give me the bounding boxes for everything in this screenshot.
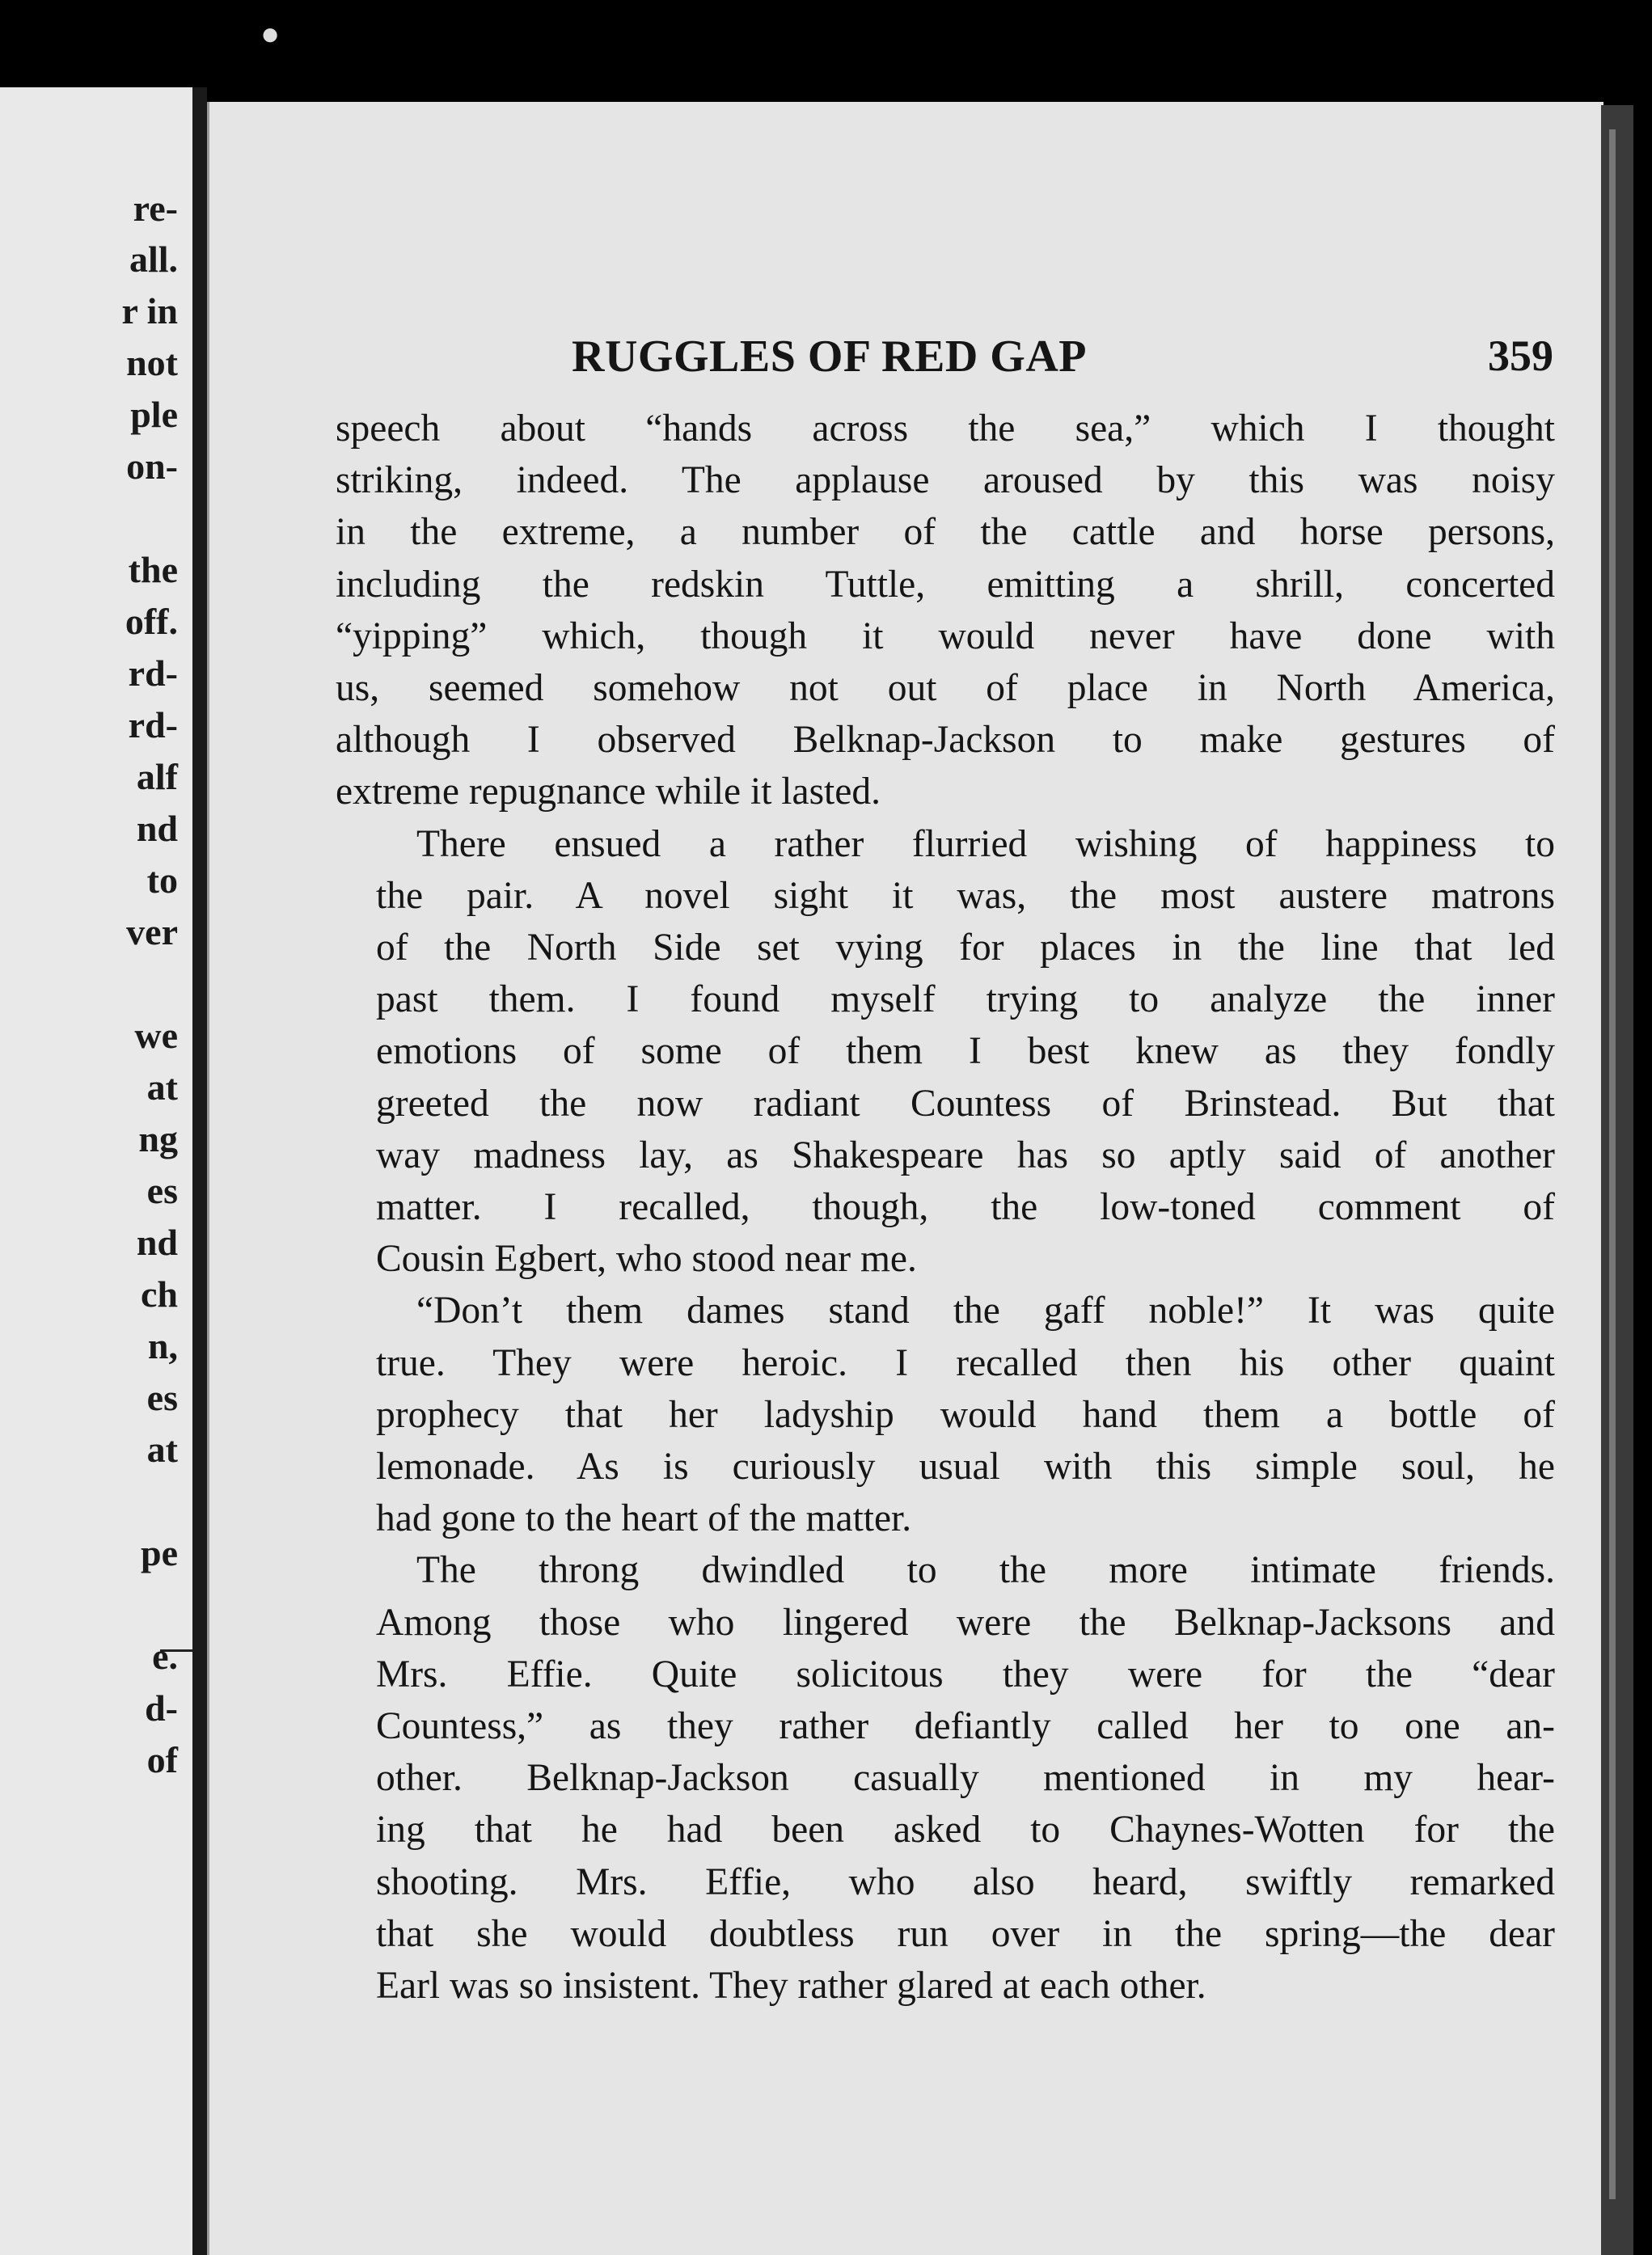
text-line: had gone to the heart of the matter. [376,1497,912,1540]
page-edge [1601,105,1633,2255]
text-line: us, seemed somehow not out of place in North America, [336,667,1555,710]
running-head [209,331,1603,387]
previous-page-text-fragment: ng [138,1118,178,1159]
text-line: true. They were heroic. I recalled then his other quaint [376,1341,1555,1384]
previous-page-text-fragment: at [146,1066,178,1108]
text-line: although I observed Belknap-Jackson to make gestures of [336,719,1555,762]
previous-page-text-fragment: the [128,549,178,590]
previous-page-text-fragment: r in [121,290,178,331]
previous-page-text-fragment: to [146,859,178,901]
text-line: Countess,” as they rather defiantly called her to one an- [376,1705,1555,1748]
text-line: the pair. A novel sight it was, the most austere matrons [376,874,1555,917]
text-line: “Don’t them dames stand the gaff noble!” It was quite [416,1290,1555,1332]
text-line: Cousin Egbert, who stood near me. [376,1238,917,1281]
paragraph [336,403,1555,818]
previous-page-text-fragment: d- [145,1687,178,1729]
previous-page-text-fragment: off. [125,601,178,642]
previous-page-text-fragment: pe [141,1532,178,1573]
text-line: extreme repugnance while it lasted. [336,771,881,813]
previous-page-text-fragment: on- [126,446,178,487]
text-line: that she would doubtless run over in the spring—the dear [376,1912,1555,1955]
scan-artifact: ● [260,15,281,52]
previous-page-text-fragment: n, [147,1325,178,1366]
previous-page-text-fragment: ch [141,1273,178,1315]
text-line: Among those who lingered were the Belknap-Jacksons and [376,1601,1555,1644]
paragraph [336,1544,1555,2012]
text-line: Earl was so insistent. They rather glared at each other. [376,1965,1206,2008]
text-line: emotions of some of them I best knew as they fondly [376,1030,1555,1073]
paragraph [336,818,1555,1286]
text-line: way madness lay, as Shakespeare has so aptly said of another [376,1134,1555,1176]
previous-page-text-fragment: not [126,342,178,383]
book-page [207,102,1603,2255]
text-line: “yipping” which, though it would never have done with [336,614,1555,657]
text-line: of the North Side set vying for places in the line that led [376,927,1555,969]
previous-page-text-fragment: e. [152,1636,178,1677]
text-line: ing that he had been asked to Chaynes-Wotten for the [376,1809,1555,1852]
text-line: prophecy that her ladyship would hand them a bottle of [376,1393,1555,1436]
book-gutter [192,87,207,2255]
previous-page-text-fragment: all. [129,239,178,280]
previous-page-text-fragment: rd- [128,652,178,694]
previous-page-text-fragment: at [146,1429,178,1470]
previous-page-text-fragment: of [146,1739,178,1780]
previous-page-text-fragment: es [146,1377,178,1418]
text-line: including the redskin Tuttle, emitting a shrill, concerted [336,563,1555,606]
previous-page-text-fragment: ver [126,911,178,952]
running-head-title: RUGGLES OF RED GAP [572,331,1087,382]
text-line: greeted the now radiant Countess of Brinstead. But that [376,1082,1555,1125]
body-text [336,403,1555,2012]
previous-page-text-fragment: re- [133,188,178,229]
previous-page-text-fragment: rd- [128,704,178,745]
text-line: There ensued a rather flurried wishing of happiness to [416,822,1555,865]
text-line: striking, indeed. The applause aroused by this was noisy [336,459,1555,502]
previous-page-text-fragment: ple [130,394,178,435]
previous-page-text-fragment: es [146,1170,178,1211]
page-number: 359 [1488,331,1553,380]
previous-page-text-fragment: we [134,1015,178,1056]
previous-page-text-fragment: nd [136,1222,178,1263]
previous-page-text-fragment: nd [136,808,178,849]
previous-page-fragment [0,87,192,2255]
text-line: matter. I recalled, though, the low-toned comment of [376,1186,1555,1229]
scan-top-margin [0,0,1652,87]
paragraph [336,1285,1555,1544]
text-line: other. Belknap-Jackson casually mentioned in my hear- [376,1757,1555,1800]
text-line: lemonade. As is curiously usual with this simple soul, he [376,1446,1555,1489]
text-line: past them. I found myself trying to analyze the inner [376,978,1555,1021]
text-line: in the extreme, a number of the cattle and horse persons, [336,511,1555,554]
page-edge-highlight [1609,129,1616,2199]
text-line: Mrs. Effie. Quite solicitous they were for the “dear [376,1653,1555,1695]
text-line: shooting. Mrs. Effie, who also heard, swiftly remarked [376,1860,1555,1903]
text-line: speech about “hands across the sea,” which I thought [336,408,1555,450]
text-line: The throng dwindled to the more intimate friends. [416,1549,1555,1592]
previous-page-text-fragment: alf [136,756,178,797]
